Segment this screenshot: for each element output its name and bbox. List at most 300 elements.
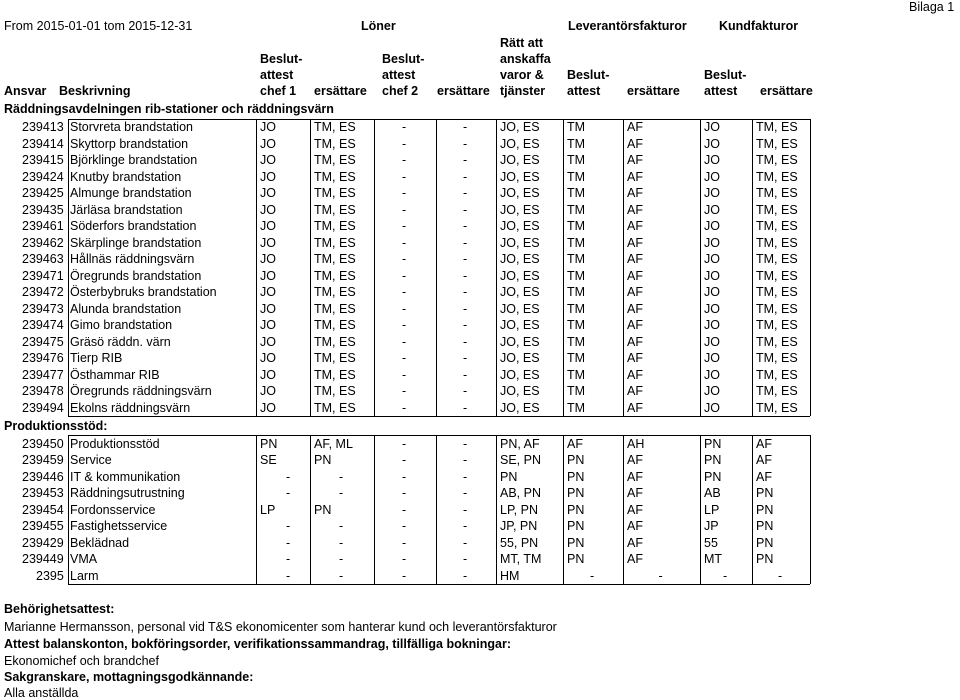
cell-lev-ers: AF <box>627 502 643 517</box>
cell-kund-ers: TM, ES <box>756 384 798 398</box>
cell-lev-ers: AF <box>627 219 643 233</box>
cell-beskrivning: Räddningsutrustning <box>70 486 185 500</box>
grid-vertical-line <box>700 435 701 584</box>
cell-kund-ers: TM, ES <box>756 285 798 299</box>
cell-kund-ers: PN <box>756 502 774 517</box>
cell-lev-ers: AF <box>627 552 643 566</box>
cell-lev-attest: AF <box>567 436 583 451</box>
header-ratt-line1: Rätt att <box>500 36 544 50</box>
cell-beskrivning: Almunge brandstation <box>70 186 192 200</box>
cell-lev-attest: PN <box>567 486 585 500</box>
cell-ansvar: 239459 <box>22 453 64 467</box>
cell-chef1: JO <box>260 400 276 415</box>
cell-kund-ers: TM, ES <box>756 334 798 349</box>
grid-vertical-line <box>810 119 811 416</box>
cell-ansvar: 239477 <box>22 367 64 382</box>
cell-lev-ers: AF <box>627 285 643 299</box>
grid-vertical-line <box>256 119 257 416</box>
cell-kund-attest: AB <box>704 486 721 500</box>
cell-ers2: - <box>463 318 468 332</box>
cell-lev-ers: AF <box>627 169 643 184</box>
cell-lev-attest: TM <box>567 268 586 283</box>
cell-ansvar: 239475 <box>22 334 64 349</box>
cell-chef1: JO <box>260 169 276 184</box>
cell-chef1: - <box>286 552 291 566</box>
cell-chef1: SE <box>260 453 277 467</box>
cell-ers2: - <box>463 136 468 151</box>
cell-ers1: TM, ES <box>314 318 356 332</box>
cell-ers1: TM, ES <box>314 285 356 299</box>
cell-ratt: JO, ES <box>500 235 540 250</box>
cell-chef1: JO <box>260 153 276 167</box>
cell-kund-attest: JO <box>704 400 720 415</box>
cell-chef1: - <box>286 469 291 484</box>
cell-kund-attest: LP <box>704 502 720 517</box>
cell-lev-attest: PN <box>567 469 585 484</box>
cell-ansvar: 239473 <box>22 301 64 316</box>
cell-chef2: - <box>402 301 407 316</box>
cell-lev-ers: AF <box>627 318 643 332</box>
cell-kund-ers: AF <box>756 436 772 451</box>
cell-kund-attest: JO <box>704 136 720 151</box>
cell-chef2: - <box>402 186 407 200</box>
cell-ers2: - <box>463 384 468 398</box>
grid-vertical-line <box>68 435 69 584</box>
header-chef1-line1: Beslut- <box>260 52 303 66</box>
cell-lev-attest: TM <box>567 202 586 217</box>
cell-ers1: TM, ES <box>314 367 356 382</box>
cell-ratt: JO, ES <box>500 400 540 415</box>
cell-ansvar: 239472 <box>22 285 64 299</box>
header-ratt-line3: varor & <box>500 68 544 82</box>
footer-heading-behorighet: Behörighetsattest: <box>4 602 115 616</box>
cell-lev-ers: AF <box>627 519 643 533</box>
cell-ers2: - <box>463 169 468 184</box>
cell-ers1: TM, ES <box>314 153 356 167</box>
cell-beskrivning: Öregrunds brandstation <box>70 268 202 283</box>
cell-beskrivning: Skärplinge brandstation <box>70 235 202 250</box>
header-chef2-line3: chef 2 <box>382 84 419 98</box>
cell-ers2: - <box>463 486 468 500</box>
cell-chef2: - <box>402 219 407 233</box>
cell-lev-attest: TM <box>567 318 586 332</box>
grid-vertical-line <box>436 435 437 584</box>
cell-ers2: - <box>463 285 468 299</box>
cell-lev-ers: AF <box>627 235 643 250</box>
cell-chef1: JO <box>260 367 276 382</box>
cell-kund-ers: TM, ES <box>756 235 798 250</box>
cell-ratt: LP, PN <box>500 502 538 517</box>
cell-ratt: JO, ES <box>500 351 540 365</box>
cell-kund-ers: TM, ES <box>756 136 798 151</box>
cell-ansvar: 239429 <box>22 535 64 550</box>
grid-vertical-line <box>563 119 564 416</box>
cell-chef2: - <box>402 469 407 484</box>
cell-kund-attest: MT <box>704 552 723 566</box>
cell-kund-attest: JO <box>704 351 720 365</box>
cell-chef2: - <box>402 153 407 167</box>
cell-lev-ers: AF <box>627 136 643 151</box>
cell-chef2: - <box>402 334 407 349</box>
cell-lev-attest: TM <box>567 153 586 167</box>
cell-ers2: - <box>463 502 468 517</box>
cell-ratt: PN, AF <box>500 436 540 451</box>
cell-lev-attest: TM <box>567 120 586 134</box>
cell-chef1: JO <box>260 186 276 200</box>
cell-chef1: - <box>286 535 291 550</box>
cell-ers2: - <box>463 334 468 349</box>
cell-beskrivning: VMA <box>70 552 98 566</box>
cell-ers1: TM, ES <box>314 301 356 316</box>
cell-chef2: - <box>402 486 407 500</box>
cell-lev-ers: AF <box>627 351 643 365</box>
cell-lev-attest: TM <box>567 301 586 316</box>
grid-horizontal-line <box>68 435 810 436</box>
cell-chef1: LP <box>260 502 276 517</box>
cell-kund-attest: JO <box>704 384 720 398</box>
cell-ratt: JO, ES <box>500 334 540 349</box>
cell-beskrivning: Fastighetsservice <box>70 519 168 533</box>
cell-ers1: AF, ML <box>314 436 353 451</box>
cell-lev-ers: AF <box>627 367 643 382</box>
grid-vertical-line <box>700 119 701 416</box>
group-header-kund: Kundfakturor <box>719 19 799 33</box>
cell-beskrivning: Produktionsstöd <box>70 436 160 451</box>
cell-ers1: TM, ES <box>314 120 356 134</box>
cell-beskrivning: Skyttorp brandstation <box>70 136 189 151</box>
cell-chef2: - <box>402 202 407 217</box>
cell-beskrivning: Björklinge brandstation <box>70 153 198 167</box>
cell-kund-ers: TM, ES <box>756 301 798 316</box>
cell-beskrivning: Östhammar RIB <box>70 367 160 382</box>
cell-chef1: JO <box>260 301 276 316</box>
cell-beskrivning: Knutby brandstation <box>70 169 182 184</box>
cell-chef2: - <box>402 235 407 250</box>
cell-lev-ers: AF <box>627 153 643 167</box>
cell-kund-ers: PN <box>756 552 774 566</box>
cell-kund-attest: JO <box>704 202 720 217</box>
cell-kund-attest: JO <box>704 153 720 167</box>
cell-ansvar: 239414 <box>22 136 64 151</box>
cell-kund-ers: TM, ES <box>756 318 798 332</box>
cell-beskrivning: Fordonsservice <box>70 502 156 517</box>
cell-kund-attest: JP <box>704 519 719 533</box>
cell-ers1: TM, ES <box>314 351 356 365</box>
cell-ansvar: 239425 <box>22 186 64 200</box>
group-header-loner: Löner <box>361 19 396 33</box>
cell-ansvar: 239478 <box>22 384 64 398</box>
cell-ers1: - <box>339 519 344 533</box>
cell-ers2: - <box>463 535 468 550</box>
header-ersattare-1: ersättare <box>314 84 367 98</box>
cell-chef2: - <box>402 519 407 533</box>
cell-lev-attest: PN <box>567 502 585 517</box>
cell-ansvar: 239453 <box>22 486 64 500</box>
grid-vertical-line <box>752 435 753 584</box>
cell-ers1: - <box>339 469 344 484</box>
cell-kund-ers: TM, ES <box>756 252 798 266</box>
cell-ers1: - <box>339 535 344 550</box>
grid-vertical-line <box>310 119 311 416</box>
cell-beskrivning: Österbybruks brandstation <box>70 285 217 299</box>
cell-chef1: JO <box>260 285 276 299</box>
cell-beskrivning: IT & kommunikation <box>70 469 181 484</box>
cell-ratt: JO, ES <box>500 153 540 167</box>
cell-ers1: TM, ES <box>314 252 356 266</box>
cell-ratt: JO, ES <box>500 285 540 299</box>
cell-chef2: - <box>402 535 407 550</box>
cell-ers2: - <box>463 268 468 283</box>
cell-kund-ers: - <box>778 568 783 583</box>
header-lev-line1: Beslut- <box>567 68 610 82</box>
grid-vertical-line <box>810 435 811 584</box>
cell-lev-ers: AF <box>627 202 643 217</box>
cell-ers1: TM, ES <box>314 235 356 250</box>
cell-lev-attest: TM <box>567 169 586 184</box>
header-ersattare-4: ersättare <box>760 84 813 98</box>
cell-ers2: - <box>463 519 468 533</box>
cell-chef2: - <box>402 552 407 566</box>
cell-lev-attest: TM <box>567 252 586 266</box>
cell-chef2: - <box>402 502 407 517</box>
cell-ratt: AB, PN <box>500 486 541 500</box>
grid-vertical-line <box>374 119 375 416</box>
cell-ratt: JO, ES <box>500 202 540 217</box>
cell-chef2: - <box>402 285 407 299</box>
header-beskrivning: Beskrivning <box>59 84 131 98</box>
cell-kund-ers: TM, ES <box>756 169 798 184</box>
cell-ratt: JO, ES <box>500 186 540 200</box>
grid-vertical-line <box>563 435 564 584</box>
header-ansvar: Ansvar <box>4 84 47 98</box>
appendix-label: Bilaga 1 <box>909 0 955 14</box>
cell-kund-attest: JO <box>704 235 720 250</box>
cell-ansvar: 2395 <box>36 568 64 583</box>
cell-ratt: JO, ES <box>500 367 540 382</box>
cell-kund-ers: TM, ES <box>756 351 798 365</box>
cell-beskrivning: Alunda brandstation <box>70 301 182 316</box>
cell-kund-attest: JO <box>704 367 720 382</box>
footer-heading-sakgranskare: Sakgranskare, mottagningsgodkännande: <box>4 670 254 684</box>
cell-beskrivning: Beklädnad <box>70 535 130 550</box>
cell-lev-attest: PN <box>567 552 585 566</box>
cell-chef1: JO <box>260 120 276 134</box>
cell-kund-ers: TM, ES <box>756 186 798 200</box>
cell-lev-attest: TM <box>567 235 586 250</box>
header-kund-line1: Beslut- <box>704 68 747 82</box>
cell-lev-ers: AH <box>627 436 645 451</box>
cell-ers2: - <box>463 186 468 200</box>
cell-kund-attest: 55 <box>704 535 718 550</box>
grid-vertical-line <box>623 119 624 416</box>
cell-ers2: - <box>463 367 468 382</box>
cell-lev-attest: - <box>590 568 595 583</box>
header-chef2-line1: Beslut- <box>382 52 425 66</box>
cell-kund-attest: JO <box>704 252 720 266</box>
cell-ers2: - <box>463 219 468 233</box>
cell-kund-ers: TM, ES <box>756 268 798 283</box>
cell-kund-attest: JO <box>704 318 720 332</box>
cell-lev-attest: PN <box>567 535 585 550</box>
cell-lev-ers: AF <box>627 334 643 349</box>
footer-text-balans: Ekonomichef och brandchef <box>4 654 159 668</box>
cell-kund-ers: PN <box>756 519 774 533</box>
header-chef1-line3: chef 1 <box>260 84 297 98</box>
cell-chef2: - <box>402 120 407 134</box>
cell-ers2: - <box>463 120 468 134</box>
cell-chef2: - <box>402 136 407 151</box>
cell-chef2: - <box>402 453 407 467</box>
cell-ansvar: 239461 <box>22 219 64 233</box>
cell-ers2: - <box>463 469 468 484</box>
cell-lev-ers: AF <box>627 400 643 415</box>
cell-ratt: PN <box>500 469 518 484</box>
cell-ers2: - <box>463 153 468 167</box>
cell-beskrivning: Järläsa brandstation <box>70 202 183 217</box>
cell-ratt: 55, PN <box>500 535 539 550</box>
cell-beskrivning: Ekolns räddningsvärn <box>70 400 191 415</box>
cell-chef1: JO <box>260 202 276 217</box>
cell-beskrivning: Söderfors brandstation <box>70 219 197 233</box>
cell-kund-ers: TM, ES <box>756 202 798 217</box>
cell-ers2: - <box>463 453 468 467</box>
cell-ansvar: 239415 <box>22 153 64 167</box>
cell-ratt: JO, ES <box>500 136 540 151</box>
cell-ratt: MT, TM <box>500 552 542 566</box>
cell-ansvar: 239474 <box>22 318 64 332</box>
cell-ers2: - <box>463 252 468 266</box>
cell-lev-ers: AF <box>627 384 643 398</box>
cell-ers1: PN <box>314 453 332 467</box>
cell-ers1: TM, ES <box>314 202 356 217</box>
cell-kund-attest: JO <box>704 268 720 283</box>
cell-ers2: - <box>463 400 468 415</box>
cell-ers2: - <box>463 568 468 583</box>
cell-ansvar: 239424 <box>22 169 64 184</box>
cell-lev-attest: PN <box>567 519 585 533</box>
cell-ers2: - <box>463 202 468 217</box>
cell-ansvar: 239494 <box>22 400 64 415</box>
cell-chef2: - <box>402 400 407 415</box>
group-header-leverantor: Leverantörsfakturor <box>568 19 687 33</box>
cell-ers2: - <box>463 301 468 316</box>
cell-kund-attest: JO <box>704 169 720 184</box>
cell-chef1: JO <box>260 268 276 283</box>
cell-ansvar: 239450 <box>22 436 64 451</box>
cell-beskrivning: Gräsö räddn. värn <box>70 334 171 349</box>
cell-ansvar: 239413 <box>22 120 64 134</box>
cell-ers1: - <box>339 568 344 583</box>
header-lev-line2: attest <box>567 84 601 98</box>
cell-beskrivning: Storvreta brandstation <box>70 120 193 134</box>
cell-ratt: JO, ES <box>500 252 540 266</box>
cell-ansvar: 239463 <box>22 252 64 266</box>
cell-ratt: JO, ES <box>500 219 540 233</box>
cell-ansvar: 239446 <box>22 469 64 484</box>
cell-lev-attest: TM <box>567 334 586 349</box>
cell-ers1: TM, ES <box>314 169 356 184</box>
cell-ers1: - <box>339 552 344 566</box>
section-title-raddning: Räddningsavdelningen rib-stationer och räddningsvärn <box>4 102 334 116</box>
cell-ratt: JP, PN <box>500 519 538 533</box>
cell-kund-ers: TM, ES <box>756 400 798 415</box>
cell-lev-attest: TM <box>567 219 586 233</box>
cell-ratt: JO, ES <box>500 318 540 332</box>
cell-chef1: PN <box>260 436 278 451</box>
cell-kund-attest: PN <box>704 453 722 467</box>
cell-lev-attest: TM <box>567 351 586 365</box>
cell-ers1: TM, ES <box>314 384 356 398</box>
cell-chef2: - <box>402 367 407 382</box>
cell-beskrivning: Hållnäs räddningsvärn <box>70 252 195 266</box>
cell-chef2: - <box>402 436 407 451</box>
period-label: From 2015-01-01 tom 2015-12-31 <box>4 19 193 33</box>
grid-horizontal-line <box>68 584 810 585</box>
grid-vertical-line <box>310 435 311 584</box>
cell-lev-ers: AF <box>627 301 643 316</box>
cell-lev-attest: TM <box>567 367 586 382</box>
grid-vertical-line <box>623 435 624 584</box>
header-chef1-line2: attest <box>260 68 294 82</box>
cell-ansvar: 239449 <box>22 552 64 566</box>
cell-ansvar: 239454 <box>22 502 64 517</box>
cell-beskrivning: Service <box>70 453 112 467</box>
cell-chef1: JO <box>260 318 276 332</box>
cell-ers1: TM, ES <box>314 219 356 233</box>
cell-lev-attest: TM <box>567 186 586 200</box>
cell-lev-attest: PN <box>567 453 585 467</box>
cell-lev-ers: AF <box>627 268 643 283</box>
cell-ratt: HM <box>500 568 520 583</box>
cell-ers2: - <box>463 436 468 451</box>
cell-ansvar: 239471 <box>22 268 64 283</box>
grid-vertical-line <box>752 119 753 416</box>
cell-ers1: TM, ES <box>314 136 356 151</box>
cell-kund-attest: JO <box>704 219 720 233</box>
cell-ers2: - <box>463 552 468 566</box>
cell-kund-ers: AF <box>756 469 772 484</box>
cell-chef1: JO <box>260 384 276 398</box>
cell-kund-attest: JO <box>704 186 720 200</box>
cell-ratt: JO, ES <box>500 120 540 134</box>
cell-kund-ers: AF <box>756 453 772 467</box>
cell-ansvar: 239435 <box>22 202 64 217</box>
cell-ers2: - <box>463 351 468 365</box>
cell-ers1: TM, ES <box>314 334 356 349</box>
cell-kund-ers: PN <box>756 486 774 500</box>
cell-kund-ers: PN <box>756 535 774 550</box>
cell-ers1: TM, ES <box>314 400 356 415</box>
cell-kund-attest: PN <box>704 436 722 451</box>
cell-ratt: JO, ES <box>500 169 540 184</box>
cell-lev-ers: AF <box>627 252 643 266</box>
cell-ers1: PN <box>314 502 332 517</box>
cell-lev-attest: TM <box>567 285 586 299</box>
grid-vertical-line <box>374 435 375 584</box>
cell-ansvar: 239462 <box>22 235 64 250</box>
cell-chef2: - <box>402 169 407 184</box>
cell-chef2: - <box>402 318 407 332</box>
cell-ratt: JO, ES <box>500 268 540 283</box>
cell-chef2: - <box>402 351 407 365</box>
cell-ratt: JO, ES <box>500 384 540 398</box>
cell-chef1: JO <box>260 351 276 365</box>
cell-kund-ers: TM, ES <box>756 120 798 134</box>
cell-ansvar: 239476 <box>22 351 64 365</box>
cell-chef2: - <box>402 384 407 398</box>
grid-horizontal-line <box>68 416 810 417</box>
cell-chef1: - <box>286 519 291 533</box>
